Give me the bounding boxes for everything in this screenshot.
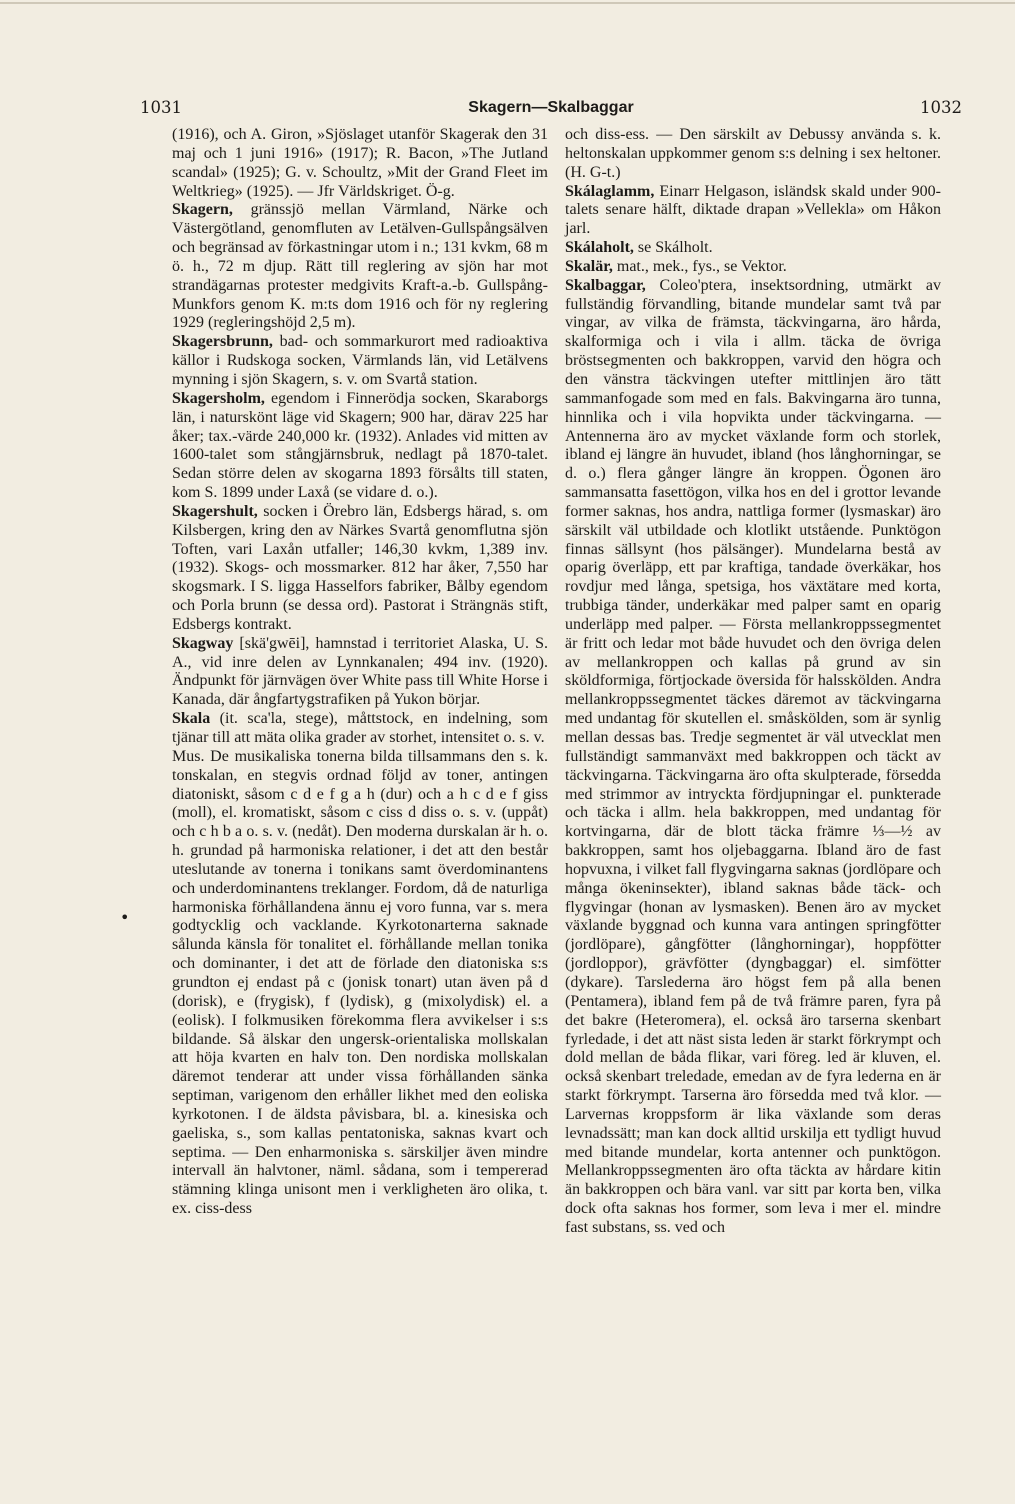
entry-skalaholt: [565, 239, 941, 258]
entry-text: socken i Örebro län, Edsbergs härad, s. om Kilsbergen, kring den av Närkes Svartå genomflutna sjön Toften, vari Laxån utfaller; 146,30 kvkm, 1,389 inv. (1932). Skogs- och mossmarker. 812 har åker, 7,550 har skogsmark. I S. ligga Hasselfors fabriker, Bålby egendom och Porla brunn (se dessa ord). Pastorat i Strängnäs stift, Edsbergs kontrakt.: [172, 502, 548, 633]
entry-text: bad- och sommarkurort med radioaktiva källor i Rudskoga socken, Värmlands län, vid Letälvens mynning i sjön Skagern, s. v. om Svartå station.: [172, 333, 548, 388]
header-title: Skagern—Skalbaggar: [468, 99, 634, 116]
entry-text: (it. sca'la, stege), måttstock, en indelning, som tjänar till att mäta olika grader av storhet, intensitet o. s. v.: [172, 710, 548, 746]
entry-text: [skä'gwēi], hamnstad i territoriet Alaska, U. S. A., vid inre delen av Lynnkanalen; 494 inv. (1920). Ändpunkt för järnvägen över White pass till White Horse i Kanada, där ångfartygstrafiken på Yukon börjar.: [172, 634, 548, 709]
scan-edge-line: [0, 2, 1015, 4]
entry-skagersholm: [172, 390, 548, 503]
entry-skalbaggar: [565, 277, 941, 1238]
headword: Skagern,: [172, 201, 233, 219]
entry-paragraph: (1916), och A. Giron, »Sjöslaget utanför Skagerak den 31 maj och 1 juni 1916» (1917); R. Bacon, »The Jutland scandal» (1925); G. v. Schoultz, »Mit der Grand Fleet im Weltkrieg» (1925). — Jfr Världskriget. Ö-g.: [172, 126, 548, 200]
headword: Skálaholt,: [565, 239, 634, 257]
entry-continuation: och diss-ess. — Den särskilt av Debussy använda s. k. heltonskalan uppkommer genom s:s delning i sex heltoner. (H. G-t.): [565, 126, 941, 181]
entry-text: se Skálholt.: [633, 239, 713, 257]
margin-dot: •: [120, 908, 130, 927]
headword: Skalbaggar,: [565, 276, 646, 294]
entry-text: egendom i Finnerödja socken, Skaraborgs län, i naturskönt läge vid Skagern; 900 har, därav 225 har åker; tax.-värde 240,000 kr. (1932). Anlades vid mitten av 1600-talet som stångjärnsbruk, nedlagt på 1870-talet. Sedan större delen av skogarna 1893 försålts till staten, kom S. 1899 under Laxå (se vidare d. o.).: [172, 389, 548, 502]
headword: Skalär,: [565, 257, 613, 275]
entry-text: mat., mek., fys., se Vektor.: [612, 257, 787, 275]
entry-skalar: [565, 258, 941, 277]
headword: Skagershult,: [172, 502, 258, 520]
entry-text: Coleo'ptera, insektsordning, utmärkt av fullständig förvandling, bitande mundelar samt två par vingar, av vilka de främsta, täckvingarna, äro hårda, skalformiga och i vila i allm. täcka de övriga bröstsegmenten och bakkroppen, varvid den högra och den vänstra täckvingen utefter mittlinjen äro tätt sammanfogade som med en fals. Bakvingarna äro tunna, hinnlika och i vila hopvikta under täckvingarna. — Antennerna äro av mycket växlande form och storlek, ibland ej längre än huvudet, ibland (hos långhorningar, se d. o.) flera gånger längre än kroppen. Ögonen äro sammansatta fasettögon, vilka hos en del i grottor levande former saknas, hos andra, nattliga former (lysmaskar) äro särskilt väl utbildade och klotlikt utstående. Punktögon finnas sällsynt (hos pälsänger). Mundelarna bestå av oparig överläpp, ett par kraftiga, tandade överkäkar, hos rovdjur med långa, spetsiga, hos växtätare med korta, trubbiga tänder, underkäkar med palper samt en oparig underläpp med palper. — Första mellankroppssegmentet är fritt och ledar mot både huvudet och den övriga delen av mellankroppen och kallas på grund av sin sköldformiga, förtjockade översida för halsskölden. Andra mellankroppssegmentet täckes däremot av täckvingarna med undantag för skutellen el. småskölden, som är synlig mellan dessas bas. Tredje segmentet är väl utvecklat men fullständigt sammanväxt med bakkroppen och täckt av täckvingarna. Täckvingarna äro ofta skulpterade, försedda med strimmor av intryckta fördjupningar el. punkterade och täcka i allm. hela bakkroppen, med undantag för kortvingarna, där de blott täcka främre ⅓—½ av bakkroppen, samt hos oljebaggarna. Ibland äro de fast hopvuxna, i vilket fall flygvingarna saknas (jordlöpare och många ökeninsekter), ibland saknas både täck- och flygvingar (honan av lysmasken). Benen äro av mycket växlande byggnad och kunna vara antingen springfötter (jordlöpare), gångfötter (långhorningar), hoppfötter (jordloppor), grävfötter (dyngbaggar) el. simfötter (dykare). Tarslederna äro högst fem på alla benen (Pentamera), ibland fem på de två främre paren, fyra på det bakre (Heteromera), el. också äro tarserna skenbart fyrledade, i det att näst sista leden är starkt förkrympt och dold mellan de båda flikar, vari föreg. led är kluven, el. också skenbart treledade, emedan av de fyra lederna en är starkt förkrympt. Tarserna äro försedda med två klor. — Larvernas kroppsform är lika växlande som deras levnadssätt; man kan dock alltid urskilja ett tydligt huvud med bitande mundelar, korta antenner och punktögon. Mellankroppssegmenten äro ofta täckta av hårdare kitin än bakkroppen och bära vanl. var sitt par korta ben, vilka dock ofta saknas hos former, som leva i mer el. mindre fast substans, ss. ved och: [565, 276, 941, 1236]
headword: Skala: [172, 710, 211, 728]
entry-skagersbrunn: [172, 333, 548, 390]
entry-text: Einarr Helgason, isländsk skald under 900-talets senare hälft, diktade drapan »Vellekla» om Håkon jarl.: [565, 182, 941, 238]
headword: Skálaglamm,: [565, 182, 655, 200]
running-header: [140, 96, 962, 120]
entry-skala: [172, 710, 548, 748]
entry-skala-mus: Mus. De musikaliska tonerna bilda tillsammans den s. k. tonskalan, en stegvis ordnad följd av toner, antingen diatoniskt, såsom c d e f g a h (dur) och a h c d e f giss (moll), el. kromatiskt, såsom c ciss d diss o. s. v. (uppåt) och c h b a o. s. v. (nedåt). Den moderna durskalan är h. o. h. grundad på harmoniska relationer, i det att den består uteslutande av tonerna i tonikans samt överdominantens och underdominantens treklanger. Fordom, då de naturliga harmoniska förhållandena ännu ej voro funna, var s. mera godtycklig och vacklande. Kyrkotonarterna saknade sålunda känsla för tonalitet el. förhållande mellan tonika och dominanter, i det att de förlade den diatoniska s:s grundton ej endast på c (jonisk tonart) utan även på d (dorisk), e (frygisk), f (lydisk), g (mixolydisk) el. a (eolisk). I folkmusiken förekomma flera avvikelser i s:s bildande. Så älskar den ungersk-orientaliska mollskalan att höja kvarten en halv ton. Den nordiska mollskalan däremot tenderar att under vissa förhållanden sänka septiman, varigenom den erhåller likhet med den eoliska kyrkotonen. I de äldsta påvisbara, bl. a. kinesiska och gaeliska, s., som kallas pentatoniska, saknas kvart och septima. — Den enharmoniska s. särskiljer även mindre intervall än halvtoner, näml. sådana, som i tempererad stämning klinga unisont men i verkligheten äro olika, t. ex. ciss-dess: [172, 747, 548, 1218]
entry-text: gränssjö mellan Värmland, Närke och Västergötland, genomfluten av Letälven-Gullspångsälven och begränsad av förkastningar utom i n.; 131 kvkm, 68 m ö. h., 72 m djup. Rätt till reglering av sjön har mot strandägarnas protester medgivits Kraft-a.-b. Gullspång-Munkfors genom K. m:ts dom 1916 och för ny reglering 1929 (regleringshöjd 2,5 m).: [172, 201, 548, 332]
entry-skalaglamm: [565, 183, 941, 240]
right-column: [565, 126, 941, 1238]
headword: Skagersbrunn,: [172, 333, 273, 351]
headword: Skagersholm,: [172, 389, 265, 407]
left-column: [172, 126, 548, 1219]
page-number-left: 1031: [140, 98, 182, 117]
entry-skagway: [172, 635, 548, 710]
page-number-right: 1032: [920, 98, 962, 117]
entry-skagershult: [172, 503, 548, 635]
headword: Skagway: [172, 634, 234, 652]
entry-skagern: [172, 201, 548, 333]
